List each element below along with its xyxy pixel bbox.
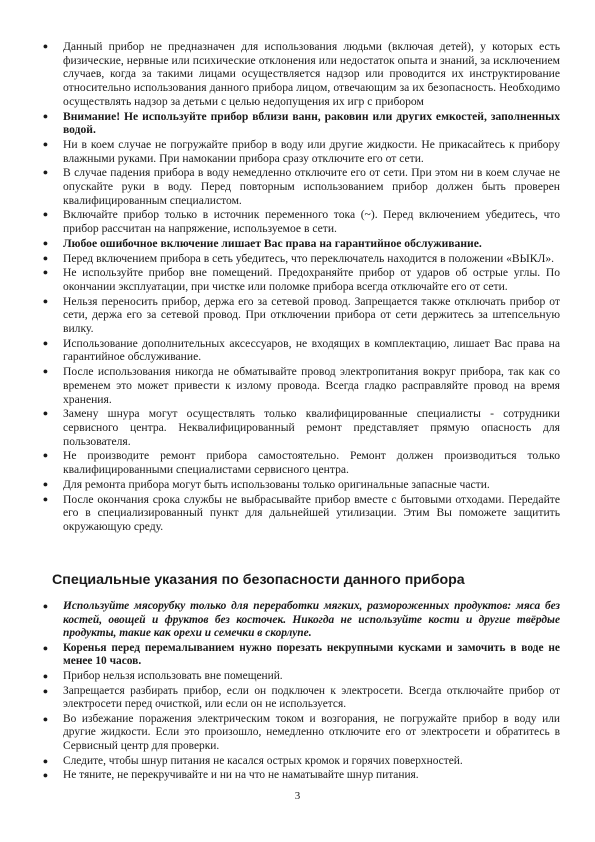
list-item [28, 138, 560, 165]
list-item-text: Ни в коем случае не погружайте прибор в воду или другие жидкости. Не прикасайтесь к прибору влажными руками. При намокании прибора сразу отключите его от сети. [63, 137, 560, 165]
list-item [28, 478, 560, 492]
list-item [28, 685, 560, 712]
list-item [28, 407, 560, 448]
list-item-text: Прибор нельзя использовать вне помещений. [63, 669, 283, 682]
list-item [28, 266, 560, 293]
bullet-icon: ● [42, 478, 49, 489]
list-item [28, 166, 560, 207]
list-item [28, 755, 560, 769]
list-item-text: Использование дополнительных аксессуаров, не входящих в комплектацию, лишает Вас права на гарантийное обслуживание. [63, 336, 560, 364]
bullet-icon: ● [42, 713, 49, 724]
list-item-text: После использования никогда не обматывайте провод электропитания вокруг прибора, так как со временем это может привести к излому провода. Всегда гладко расправляйте провод на время хранения. [63, 365, 560, 406]
list-item-text: Перед включением прибора в сеть убедитесь, что переключатель находится в положении «ВЫКЛ». [63, 251, 555, 265]
list-item-text: Коренья перед перемалыванием нужно порезать некрупными кусками и замочить в воде не менее 10 часов. [63, 641, 560, 668]
bullet-icon: ● [42, 670, 49, 681]
list-item [28, 110, 560, 137]
list-item-text: Для ремонта прибора могут быть использованы только оригинальные запасные части. [63, 477, 490, 491]
bullet-icon: ● [42, 138, 49, 149]
list-item-text: Во избежание поражения электрическим током и возгорания, не погружайте прибор в воду или другие жидкости. Если это произошло, немедленно отключите его от электросети и обратитесь в Сервисный центр для проверки. [63, 712, 560, 752]
list-item-text: Данный прибор не предназначен для использования людьми (включая детей), у которых есть физические, нервные или психические отклонения или недостаток опыта и знаний, за исключением случаев, когда за такими лицами осуществляется надзор или проводится их инструктирование относительно использования данного прибора лицом, отвечающим за их безопасность. Необходимо осуществлять надзор за детьми с целью недопущения их игр с прибором [63, 40, 560, 108]
list-item-text: Внимание! Не используйте прибор вблизи ванн, раковин или других емкостей, заполненных водой. [63, 109, 560, 137]
bullet-icon: ● [42, 493, 49, 504]
list-item [28, 600, 560, 641]
bullet-icon: ● [42, 267, 49, 278]
list-item-text: Включайте прибор только в источник переменного тока (~). Перед включением убедитесь, что прибор рассчитан на напряжение, используемое в сети. [63, 208, 560, 236]
bullet-icon: ● [42, 642, 49, 653]
list-item [28, 295, 560, 336]
bullet-icon: ● [42, 295, 49, 306]
bullet-icon: ● [42, 685, 49, 696]
bullet-icon: ● [42, 252, 49, 263]
list-item [28, 208, 560, 235]
bullet-icon: ● [42, 450, 49, 461]
list-item [28, 769, 560, 783]
list-item-text: После окончания срока службы не выбрасывайте прибор вместе с бытовыми отходами. Передайте его в специализированный пункт для дальнейшей утилизации. Этим Вы поможете защитить окружающую среду. [63, 492, 560, 533]
bullet-icon: ● [42, 366, 49, 377]
list-item-text: Не производите ремонт прибора самостоятельно. Ремонт должен производиться только квалифицированными специалистами сервисного центра. [63, 449, 560, 477]
list-item [28, 493, 560, 534]
bullet-icon: ● [42, 770, 49, 781]
bullet-icon: ● [42, 41, 49, 51]
list-item [28, 252, 560, 266]
bullet-icon: ● [42, 755, 49, 766]
bullet-icon: ● [42, 408, 49, 419]
bullet-icon: ● [42, 167, 49, 178]
list-item-text: Нельзя переносить прибор, держа его за сетевой провод. Запрещается также отключать прибор от сети, держа его за сетевой провод. При отключении прибора от сети держитесь за штепсельную вилку. [63, 294, 560, 336]
list-item [28, 449, 560, 476]
list-item-text: Запрещается разбирать прибор, если он подключен к электросети. Всегда отключайте прибор от электросети перед очисткой, или если он не используется. [63, 684, 560, 711]
list-item-text: Не тяните, не перекручивайте и ни на что не наматывайте шнур питания. [63, 769, 419, 782]
list-item [28, 670, 560, 684]
bullet-icon: ● [42, 337, 49, 348]
list-item [28, 713, 560, 754]
section-title: Специальные указания по безопасности данного прибора [52, 572, 465, 588]
safety-list [28, 40, 560, 535]
list-item [28, 337, 560, 364]
list-item [28, 642, 560, 669]
bullet-icon: ● [42, 237, 49, 248]
list-item-text: Следите, чтобы шнур питания не касался острых кромок и горячих поверхностей. [63, 754, 463, 767]
bullet-icon: ● [42, 209, 49, 220]
list-item-text: Используйте мясорубку только для переработки мягких, размороженных продуктов: мяса без костей, овощей и фруктов без косточек. Никогда не используйте кости и другие твёрдые продукты, такие как орехи и семечки в скорлупе. [63, 600, 560, 640]
list-item [28, 237, 560, 251]
bullet-icon: ● [42, 110, 49, 121]
special-safety-list [28, 600, 560, 784]
list-item [28, 40, 560, 109]
list-item-text: Любое ошибочное включение лишает Вас права на гарантийное обслуживание. [63, 236, 482, 250]
list-item-text: В случае падения прибора в воду немедленно отключите его от сети. При этом ни в коем случае не опускайте руки в воду. Перед повторным использованием прибор должен быть проверен квалифицированным специалистом. [63, 166, 560, 207]
page-number: 3 [294, 790, 301, 802]
list-item-text: Не используйте прибор вне помещений. Предохраняйте прибор от ударов об острые углы. По окончании эксплуатации, при чистке или поломке прибора всегда отключайте его от сети. [63, 266, 560, 293]
list-item-text: Замену шнура могут осуществлять только квалифицированные специалисты - сотрудники сервисного центра. Неквалифицированный ремонт представляет прямую опасность для пользователя. [63, 407, 560, 448]
list-item [28, 365, 560, 406]
bullet-icon: ● [42, 601, 49, 611]
